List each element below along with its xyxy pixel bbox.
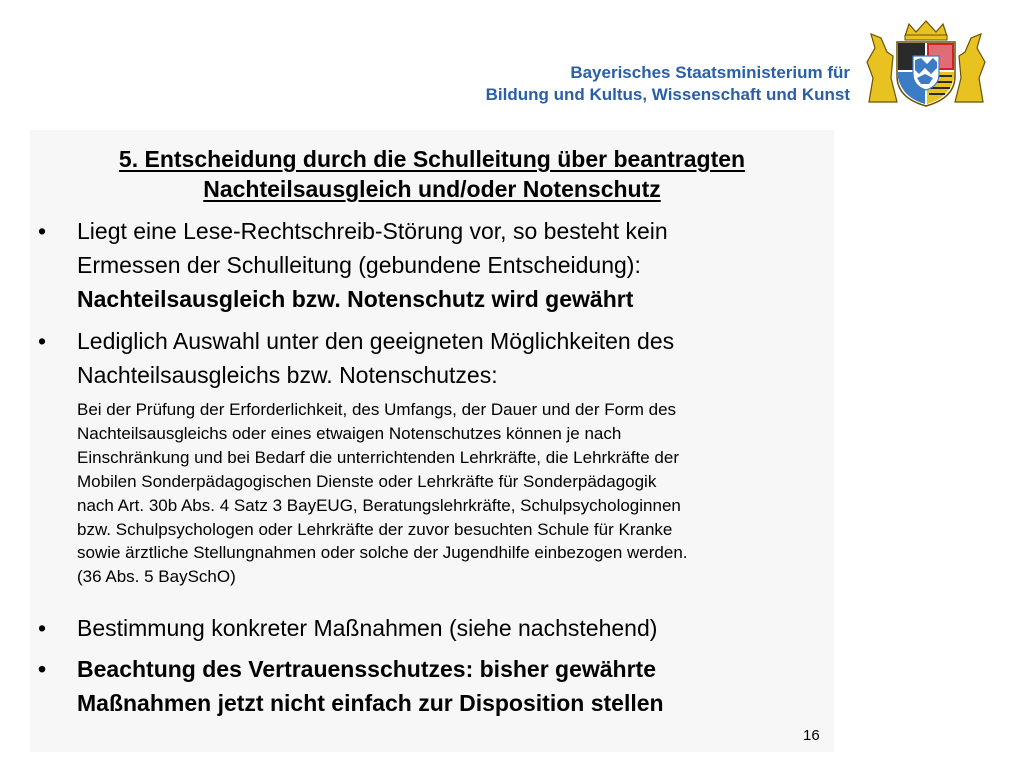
bullet-text-line: Maßnahmen jetzt nicht einfach zur Disposition stellen (77, 690, 664, 716)
detail-line: Mobilen Sonderpädagogischen Dienste oder Lehrkräfte für Sonderpädagogik (77, 471, 657, 491)
detail-paragraph (77, 398, 847, 589)
ministry-name (486, 62, 850, 106)
detail-line: (36 Abs. 5 BaySchO) (77, 567, 236, 587)
bullet-text (77, 652, 827, 720)
detail-line: sowie ärztliche Stellungnahmen oder solche der Jugendhilfe einbezogen werden. (77, 543, 688, 563)
bullet-text-line: Liegt eine Lese-Rechtschreib-Störung vor, so besteht kein (77, 218, 668, 244)
detail-line: Nachteilsausgleichs oder eines etwaigen Notenschutzes können je nach (77, 423, 622, 443)
bullet-symbol: • (38, 328, 47, 354)
bullet-text (77, 214, 827, 316)
ministry-name-line1: Bayerisches Staatsministerium für (570, 63, 850, 82)
bullet-text-line: Lediglich Auswahl unter den geeigneten Möglichkeiten des (77, 328, 675, 354)
bullet-text (77, 611, 827, 645)
bullet-text-line: Nachteilsausgleich bzw. Notenschutz wird gewährt (77, 286, 634, 312)
page-number: 16 (803, 727, 820, 744)
bullet-text-line: Bestimmung konkreter Maßnahmen (siehe nachstehend) (77, 615, 658, 641)
slide-title-line2: Nachteilsausgleich und/oder Notenschutz (203, 176, 661, 202)
ministry-name-line2: Bildung und Kultus, Wissenschaft und Kunst (485, 85, 850, 104)
bavarian-coat-of-arms-icon (863, 18, 989, 110)
detail-line: bzw. Schulpsychologen oder Lehrkräfte der zuvor besuchten Schule für Kranke (77, 519, 673, 539)
slide-title-line1: 5. Entscheidung durch die Schulleitung über beantragten (118, 146, 746, 172)
slide-title (30, 144, 834, 204)
bullet-text-line: Ermessen der Schulleitung (gebundene Entscheidung): (77, 252, 641, 278)
bullet-text-line: Beachtung des Vertrauensschutzes: bisher gewährte (77, 656, 657, 682)
bullet-symbol: • (38, 615, 47, 641)
slide-content-panel (30, 130, 834, 752)
detail-line: Bei der Prüfung der Erforderlichkeit, des Umfangs, der Dauer und der Form des (77, 400, 677, 419)
detail-line: nach Art. 30b Abs. 4 Satz 3 BayEUG, Beratungslehrkräfte, Schulpsychologinnen (77, 495, 681, 515)
bullet-text (77, 324, 827, 392)
detail-line: Einschränkung und bei Bedarf die unterrichtenden Lehrkräfte, die Lehrkräfte der (77, 447, 679, 467)
bullet-symbol: • (38, 656, 47, 682)
bullet-text-line: Nachteilsausgleichs bzw. Notenschutzes: (77, 362, 498, 388)
bullet-symbol: • (38, 218, 47, 244)
